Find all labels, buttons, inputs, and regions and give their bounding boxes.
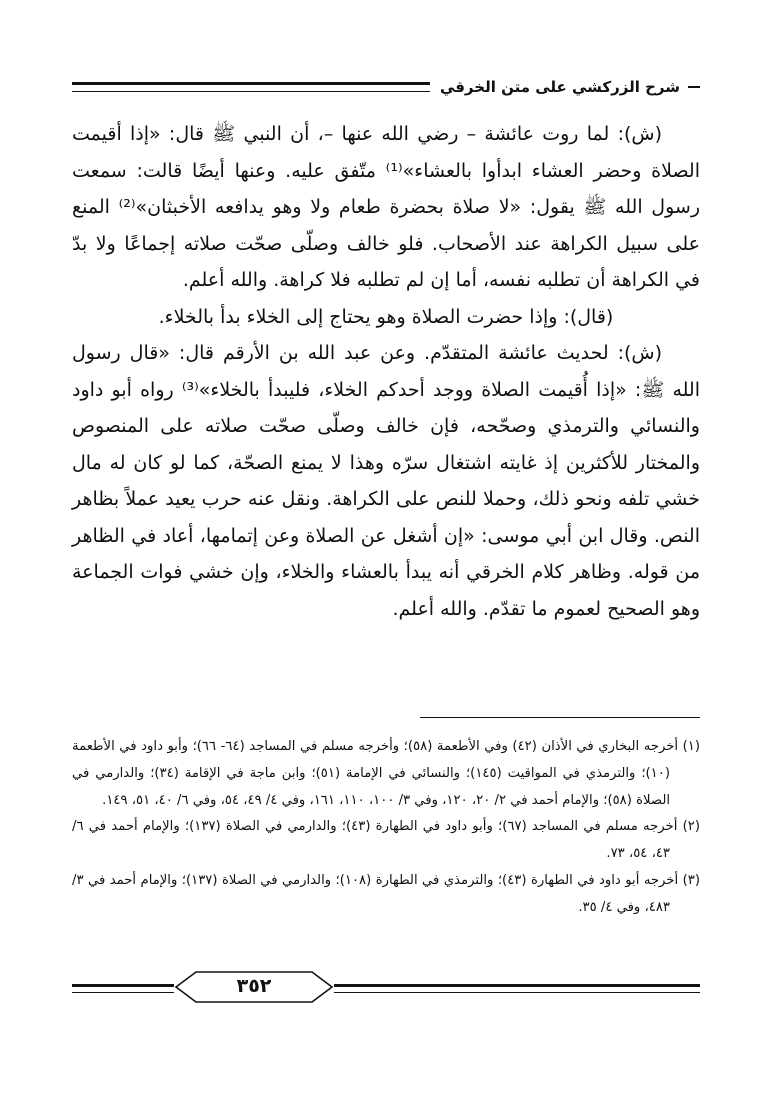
paragraph-matn: (قال): وإذا حضرت الصلاة وهو يحتاج إلى الخلاء بدأ بالخلاء. (158, 305, 614, 328)
paragraph-commentary-1: (ش): لما روت عائشة – رضي الله عنها –، أن النبي ﷺ قال: «إذا أقيمت الصلاة وحضر العشاء ابدأوا بالعشاء»⁽¹⁾ متّفق عليه. وعنها أيضًا قالت: سمعت رسول الله ﷺ يقول: «لا صلاة بحضرة طعام ولا وهو يدافعه الأخبثان»⁽²⁾ المنع على سبيل الكراهة عند الأصحاب. فلو خالف وصلّى صحّت صلاته إجماعًا ولا بدّ في الكراهة أن تطلبه نفسه، أما إن لم تطلبه فلا كراهة. والله أعلم. (72, 123, 700, 291)
footnote-1: (١) أخرجه البخاري في الأذان (٤٢) وفي الأطعمة (٥٨)؛ وأخرجه مسلم في المساجد (٦٤- ٦٦)؛ وأبو داود في الأطعمة (١٠)؛ والترمذي في المواقيت (١٤٥)؛ والنسائي في الإمامة (٥١)؛ وابن ماجة في الإقامة (٣٤)؛ والدارمي في الصلاة (٥٨)؛ والإمام أحمد في ٢/ ٢٠، ١٢٠، وفي ٣/ ١٠٠، ١١٠، ١٦١، وفي ٤/ ٤٩، ٥٤، وفي ٦/ ٤٠، ٥١، ١٤٩. (72, 739, 701, 808)
header-rule (72, 82, 430, 92)
footnote-3: (٣) أخرجه أبو داود في الطهارة (٤٣)؛ والترمذي في الطهارة (١٠٨)؛ والدارمي في الصلاة (١٣٧)؛ والإمام أحمد في ٣/ ٤٨٣، وفي ٤/ ٣٥. (72, 872, 700, 915)
running-header (72, 78, 700, 96)
running-title: شرح الزركشي على متن الخرقي (439, 78, 680, 96)
main-text (72, 116, 700, 627)
footnotes (72, 734, 700, 922)
header-dash (688, 86, 700, 88)
paragraph-commentary-2: (ش): لحديث عائشة المتقدّم. وعن عبد الله بن الأرقم قال: «قال رسول الله ﷺ: «إذا أُقيمت الصلاة ووجد أحدكم الخلاء، فليبدأ بالخلاء»⁽³⁾ رواه أبو داود والنسائي والترمذي وصحّحه، فإن خالف وصلّى صحّت صلاته على المنصوص والمختار للأكثرين إذ غايته اشتغال سرّه وهذا لا يمنع الصحّة، كما لو كان له مال خشي تلفه ونحو ذلك، وحملا للنص على الكراهة. ونقل عنه حرب يعيد عملاً بظاهر النص. وقال ابن أبي موسى: «إن أشغل عن الصلاة وعن إتمامها، أعاد في الظاهر من قوله. وظاهر كلام الخرقي أنه يبدأ بالعشاء والخلاء، وإن خشي فوات الجماعة وهو الصحيح لعموم ما تقدّم. والله أعلم. (72, 342, 700, 620)
page-number: ٣٥٢ (236, 975, 272, 997)
footnote-2: (٢) أخرجه مسلم في المساجد (٦٧)؛ وأبو داود في الطهارة (٤٣)؛ والدارمي في الصلاة (١٣٧)؛ والإمام أحمد في ٦/ ٤٣، ٥٤، ٧٣. (72, 819, 700, 862)
footnote-separator (420, 717, 700, 718)
footer-rule (72, 984, 700, 993)
page-footer (72, 968, 700, 1008)
page-number-badge (174, 970, 334, 1004)
